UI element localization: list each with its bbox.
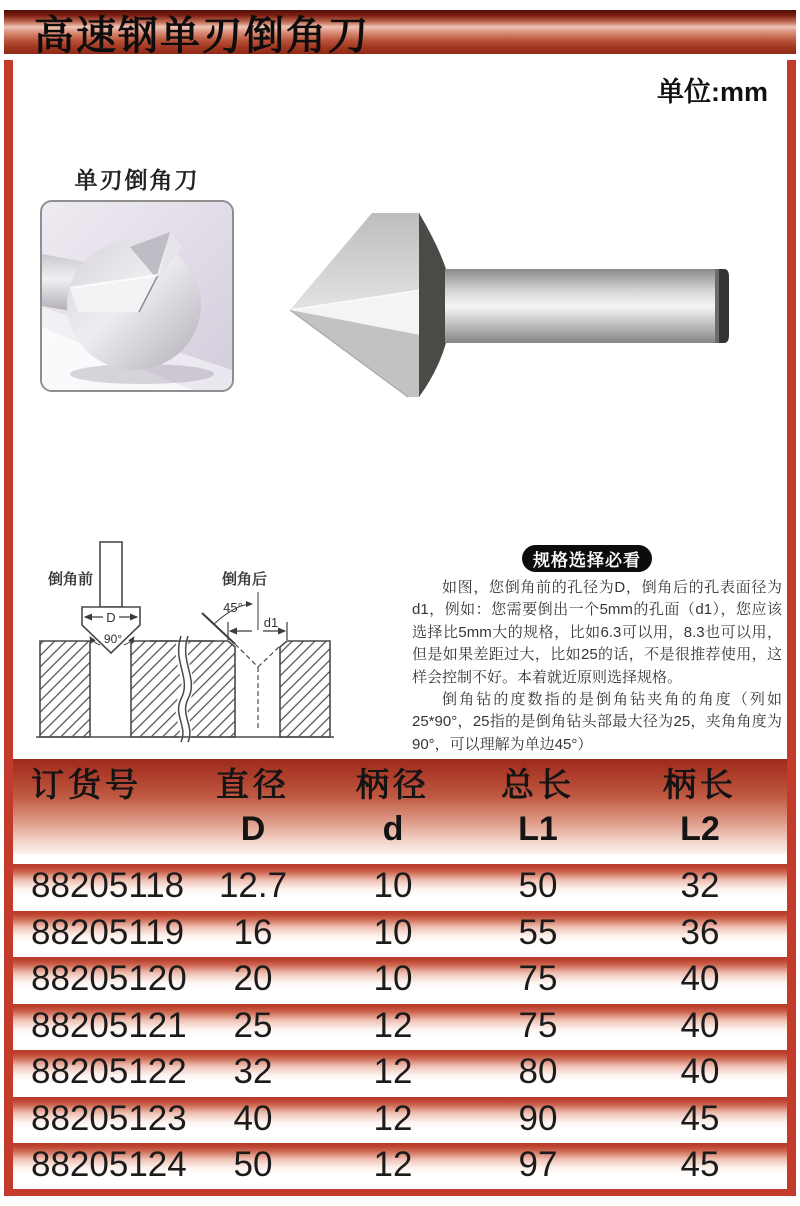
spec-notice-badge: 规格选择必看 xyxy=(522,545,652,572)
table-cell: 12 xyxy=(373,1145,413,1185)
table-cell: 16 xyxy=(233,912,273,952)
table-row xyxy=(13,863,787,910)
table-cell: 88205120 xyxy=(31,959,187,999)
table-cell: 25 xyxy=(233,1005,273,1045)
table-head-symbol: d xyxy=(382,810,404,848)
title-bar xyxy=(4,10,796,58)
table-cell: 88205121 xyxy=(31,1005,187,1045)
diagram-dim-d1-label: d1 xyxy=(263,615,279,630)
table-cell: 12.7 xyxy=(218,866,288,906)
page-title: 高速钢单刃倒角刀 xyxy=(34,13,370,58)
table-cell: 45 xyxy=(680,1145,720,1185)
table-cell: 50 xyxy=(518,866,558,906)
table-cell: 55 xyxy=(518,912,558,952)
thumbnail-label: 单刃倒角刀 xyxy=(74,167,200,193)
table-cell: 32 xyxy=(233,1052,273,1092)
table-bottom-border xyxy=(4,1189,796,1196)
spec-table xyxy=(4,759,796,1196)
diagram-before-label: 倒角前 xyxy=(48,571,94,588)
table-cell: 75 xyxy=(518,959,558,999)
diagram-after-label: 倒角后 xyxy=(222,571,268,588)
table-row xyxy=(13,1049,787,1096)
table-head-row-labels xyxy=(13,759,787,806)
table-head-label: 柄径 xyxy=(356,766,430,803)
table-body xyxy=(13,863,787,1189)
table-row xyxy=(13,1142,787,1189)
table-cell: 75 xyxy=(518,1005,558,1045)
table-cell: 40 xyxy=(680,1005,720,1045)
table-head-label: 订货号 xyxy=(31,766,142,803)
table-cell: 88205119 xyxy=(31,912,185,952)
product-main-image xyxy=(288,205,733,425)
table-header xyxy=(13,759,787,854)
table-row xyxy=(13,910,787,957)
table-head-symbol: D xyxy=(240,810,266,848)
table-cell: 40 xyxy=(233,1098,273,1138)
diagram-dim-d-label: D xyxy=(106,610,116,625)
diagram-angle-90-label: 90° xyxy=(103,632,123,646)
table-cell: 97 xyxy=(518,1145,558,1185)
table-cell: 88205123 xyxy=(31,1098,187,1138)
table-cell: 45 xyxy=(680,1098,720,1138)
table-cell: 10 xyxy=(373,912,413,952)
table-cell: 88205124 xyxy=(31,1145,187,1185)
table-head-symbol: L2 xyxy=(680,810,720,848)
table-cell: 88205118 xyxy=(31,866,185,906)
table-cell: 50 xyxy=(233,1145,273,1185)
table-head-label: 总长 xyxy=(501,766,575,803)
table-cell: 12 xyxy=(373,1052,413,1092)
table-cell: 10 xyxy=(373,959,413,999)
table-cell: 32 xyxy=(680,866,720,906)
table-row xyxy=(13,1003,787,1050)
notice-paragraph-1: 如图，您倒角前的孔径为D，倒角后的孔表面径为d1，例如：您需要倒出一个5mm的孔面（d1），您应该选择比5mm大的规格，比如6.3可以用，8.3也可以用，但是如果差距过大，比如25的话，不是很推荐使用，这样会控制不好。本着就近原则选择规格。 xyxy=(412,579,782,686)
diagram-angle-45-label: 45° xyxy=(223,600,243,615)
product-thumbnail-image xyxy=(40,200,234,392)
chamfer-before-after-diagram xyxy=(28,536,350,750)
spec-notice-text xyxy=(412,577,782,756)
unit-label: 单位:mm xyxy=(656,77,768,107)
table-cell: 36 xyxy=(680,912,720,952)
chamfer-cutter-closeup-illustration xyxy=(42,202,232,390)
table-cell: 40 xyxy=(680,1052,720,1092)
table-head-label: 柄长 xyxy=(663,766,737,803)
table-cell: 10 xyxy=(373,866,413,906)
countersink-bit-illustration xyxy=(288,205,733,425)
table-cell: 90 xyxy=(518,1098,558,1138)
table-cell: 80 xyxy=(518,1052,558,1092)
table-cell: 88205122 xyxy=(31,1052,187,1092)
table-row xyxy=(13,956,787,1003)
table-head-label: 直径 xyxy=(216,766,290,803)
table-cell: 12 xyxy=(373,1098,413,1138)
table-header-gap xyxy=(13,854,787,863)
table-row xyxy=(13,1096,787,1143)
table-cell: 12 xyxy=(373,1005,413,1045)
table-head-symbol: L1 xyxy=(518,810,558,848)
table-cell: 20 xyxy=(233,959,273,999)
table-cell: 40 xyxy=(680,959,720,999)
table-head-row-symbols xyxy=(13,806,787,853)
notice-paragraph-2: 倒角钻的度数指的是倒角钻夹角的角度（列如25*90°，25指的是倒角钻头部最大径为25，夹角角度为90°，可以理解为单边45°） xyxy=(412,691,782,753)
chamfer-diagram xyxy=(28,536,350,750)
